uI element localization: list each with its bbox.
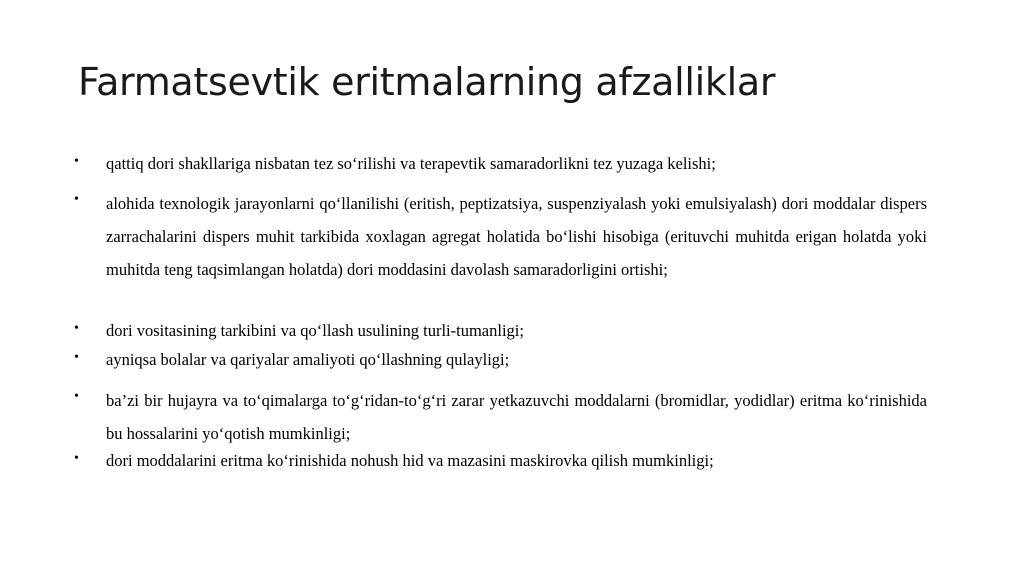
list-item bbox=[74, 349, 927, 371]
list-item-text: qattiq dori shakllariga nisbatan tez so‘rilishi va terapevtik samaradorlikni tez yuzaga kelishi; bbox=[106, 154, 716, 173]
list-item bbox=[74, 187, 927, 286]
bullet-icon: • bbox=[74, 321, 79, 336]
list-item-text: ayniqsa bolalar va qariyalar amaliyoti qo‘llashning qulayligi; bbox=[106, 350, 510, 369]
list-item bbox=[74, 320, 927, 342]
list-item-text: alohida texnologik jarayonlarni qo‘llanilishi (eritish, peptizatsiya, suspenziyalash yoki emulsiyalash) dori moddalar dispers zarrachalarini dispers muhit tarkibida xoxlagan agregat holatida bo‘lishi hisobiga (erituvchi muhitda erigan holatda yoki muhitda teng taqsimlangan holatda) dori moddasini davolash samaradorligini ortishi; bbox=[106, 194, 927, 279]
bullet-icon: • bbox=[74, 451, 79, 466]
list-item bbox=[74, 153, 927, 175]
list-item bbox=[74, 450, 927, 472]
bullet-icon: • bbox=[74, 154, 79, 169]
list-item bbox=[74, 384, 927, 450]
list-item-text: ba’zi bir hujayra va to‘qimalarga to‘g‘ridan-to‘g‘ri zarar yetkazuvchi moddalarni (bromidlar, yodidlar) eritma ko‘rinishida bu hossalarini yo‘qotish mumkinligi; bbox=[106, 391, 927, 443]
slide-title: Farmatsevtik eritmalarning afzalliklar bbox=[78, 60, 776, 104]
list-item-text: dori vositasining tarkibini va qo‘llash usulining turli-tumanligi; bbox=[106, 321, 524, 340]
bullet-icon: • bbox=[74, 389, 79, 404]
list-item-text: dori moddalarini eritma ko‘rinishida nohush hid va mazasini maskirovka qilish mumkinligi; bbox=[106, 451, 714, 470]
bullet-icon: • bbox=[74, 192, 79, 207]
bullet-icon: • bbox=[74, 350, 79, 365]
